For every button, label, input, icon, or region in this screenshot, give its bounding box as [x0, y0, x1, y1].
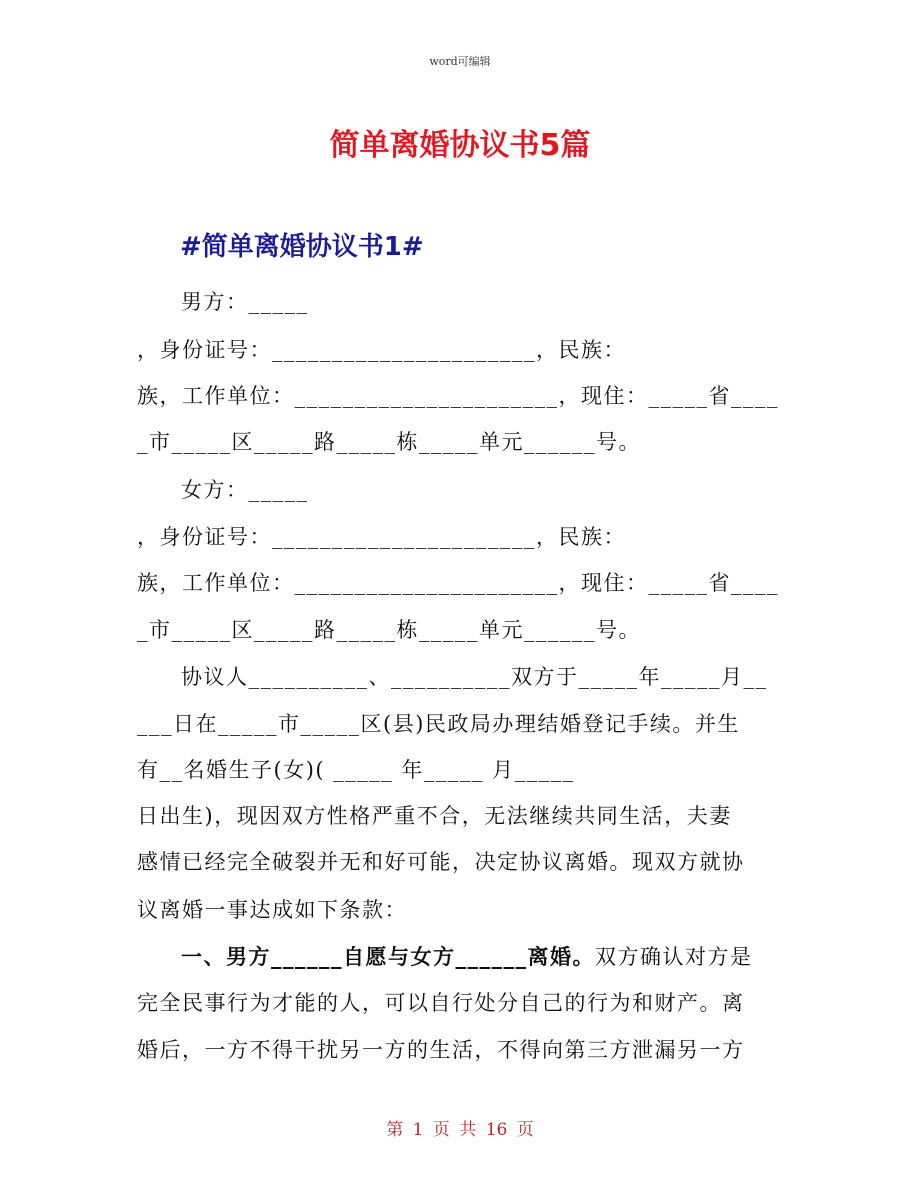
page-header: word可编辑: [429, 55, 491, 68]
clause-1-bold: 一、男方______自愿与女方______离婚。: [181, 944, 595, 969]
paragraph-line: 婚后，一方不得干扰另一方的生活，不得向第三方泄漏另一方: [137, 1038, 745, 1062]
page-footer: 第 1 页 共 16 页: [386, 1120, 534, 1140]
paragraph-line: 议离婚一事达成如下条款：: [137, 898, 407, 922]
female-work-line: 族，工作单位：______________________，现住：_____省____: [137, 571, 779, 595]
paragraph-line: 有__名婚生子(女)( _____ 年_____ 月_____: [137, 758, 575, 782]
paragraph-line: 日出生)，现因双方性格严重不合，无法继续共同生活，夫妻: [137, 804, 732, 828]
section-heading: #简单离婚协议书1#: [180, 232, 424, 262]
female-id-line: ，身份证号：______________________，民族：: [137, 525, 626, 549]
male-address-line: _市_____区_____路_____栋_____单元______号。: [137, 430, 641, 454]
paragraph-line: 完全民事行为才能的人，可以自行处分自己的行为和财产。离: [137, 991, 745, 1015]
female-party-line: 女方：_____: [181, 478, 309, 502]
paragraph-line: 协议人__________、__________双方于_____年_____月__: [181, 665, 768, 689]
clause-1-text: 双方确认对方是: [595, 945, 753, 969]
clause-1-line: [181, 942, 753, 972]
male-id-line: ，身份证号：______________________，民族：: [137, 338, 626, 362]
male-work-line: 族，工作单位：______________________，现住：_____省____: [137, 384, 779, 408]
paragraph-line: ___日在_____市_____区(县)民政局办理结婚登记手续。并生: [137, 712, 740, 736]
male-party-line: 男方：_____: [181, 290, 309, 314]
document-title: 简单离婚协议书5篇: [329, 128, 591, 163]
female-address-line: _市_____区_____路_____栋_____单元______号。: [137, 618, 641, 642]
paragraph-line: 感情已经完全破裂并无和好可能，决定协议离婚。现双方就协: [137, 850, 745, 874]
